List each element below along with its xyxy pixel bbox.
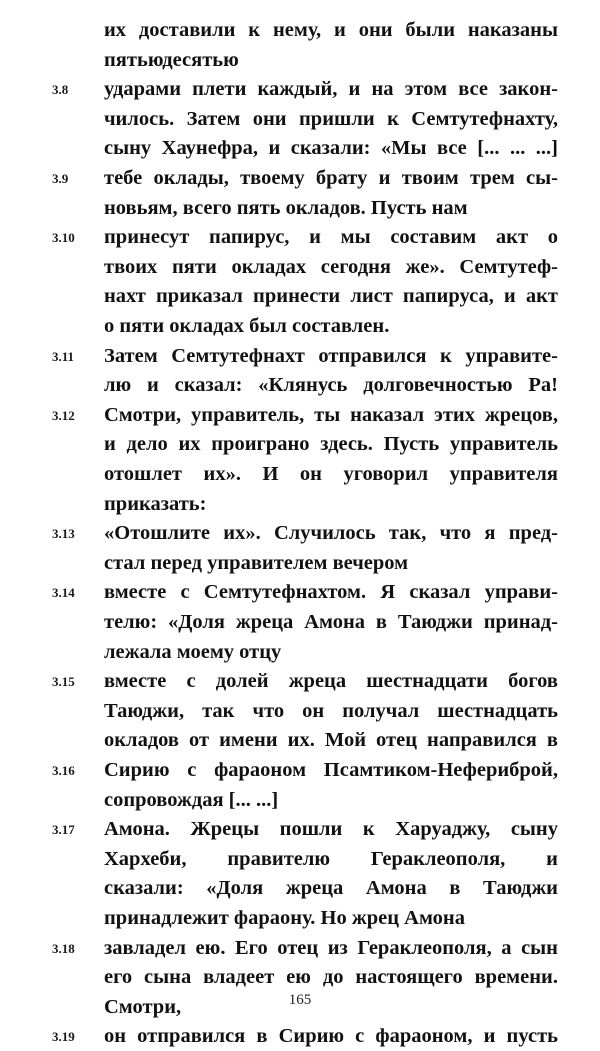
text-line [0, 253, 600, 282]
line-text: о пяти окладах был составлен. [104, 315, 390, 337]
line-number: 3.8 [52, 82, 69, 98]
text-line [0, 134, 600, 163]
text-line [0, 312, 600, 341]
line-text: Затем Семтутефнахт отправился к управите- [104, 344, 558, 367]
line-number: 3.14 [52, 585, 75, 601]
text-line [0, 904, 600, 933]
text-line [0, 934, 600, 963]
line-text: Хархеби, правителю Гераклеополя, и [104, 847, 558, 870]
line-text: нахт приказал принести лист папируса, и акт [104, 285, 558, 308]
line-text: он отправился в Сирию с фараоном, и пусть [104, 1025, 558, 1048]
line-text: чилось. Затем они пришли к Семтутефнахту, [104, 107, 558, 130]
line-text: лежала моему отцу [104, 640, 282, 663]
line-text: Сирию с фараоном Псамтиком-Нефериброй, [104, 759, 558, 781]
line-text: принесут папирус, и мы составим акт о [104, 226, 558, 249]
text-line [0, 75, 600, 104]
text-line [0, 342, 600, 371]
text-line [0, 756, 600, 785]
line-text: новьям, всего пять окладов. Пусть нам [104, 196, 468, 219]
line-text: тебе оклады, твоему брату и твоим трем сы- [104, 167, 558, 189]
text-line [0, 1022, 600, 1051]
text-line [0, 519, 600, 548]
line-text: Таюджи, так что он получал шестнадцать [104, 699, 558, 722]
text-line [0, 786, 600, 815]
line-text: сопровождая [... ...] [104, 788, 279, 811]
line-text: приказать: [104, 492, 207, 515]
line-number: 3.18 [52, 940, 75, 956]
text-line [0, 371, 600, 400]
line-number: 3.15 [52, 674, 75, 690]
text-line [0, 815, 600, 844]
text-line [0, 16, 600, 45]
line-text: вместе с Семтутефнахтом. Я сказал управи- [104, 581, 558, 604]
text-line [0, 608, 600, 637]
line-text: «Отошлите их». Случилось так, что я пред- [104, 522, 558, 545]
text-line [0, 726, 600, 755]
line-text: сыну Хаунефра, и сказали: «Мы все [... ... ...] [104, 137, 558, 160]
line-number: 3.17 [52, 822, 75, 838]
page-number: 165 [288, 992, 312, 1008]
line-text: ударами плети каждый, и на этом все закон- [104, 78, 558, 101]
line-text: его сына владеет ею до настоящего времени. [104, 966, 558, 989]
text-line [0, 282, 600, 311]
line-number: 3.12 [52, 407, 75, 423]
text-line [0, 460, 600, 489]
line-text: окладов от имени их. Мой отец направился в [104, 729, 558, 752]
line-number: 3.16 [52, 763, 75, 778]
text-line [0, 430, 600, 459]
text-line [0, 667, 600, 696]
text-line [0, 164, 600, 193]
text-line [0, 194, 600, 223]
text-line [0, 963, 600, 992]
line-text: принадлежит фараону. Но жрец Амона [104, 907, 465, 929]
line-text: их доставили к нему, и они были наказаны [104, 19, 558, 41]
text-line [0, 697, 600, 726]
line-text: сказали: «Доля жреца Амона в Таюджи [104, 877, 558, 900]
text-line [0, 578, 600, 607]
line-number: 3.19 [52, 1029, 75, 1045]
line-text: вместе с долей жреца шестнадцати богов [104, 670, 558, 693]
text-line [0, 490, 600, 519]
line-number: 3.10 [52, 230, 75, 246]
line-text: твоих пяти окладах сегодня же». Семтутеф- [104, 255, 558, 278]
text-line [0, 874, 600, 903]
text-line [0, 845, 600, 874]
line-text: отошлет их». И он уговорил управителя [104, 463, 558, 485]
line-text: завладел ею. Его отец из Гераклеополя, а сын [104, 936, 558, 959]
text-line [0, 549, 600, 578]
line-text: пятьюдесятью [104, 48, 239, 71]
line-text: Смотри, [104, 995, 182, 1018]
line-number: 3.11 [52, 348, 75, 364]
line-text: Смотри, управитель, ты наказал этих жрецов, [104, 403, 558, 426]
line-text: Амона. Жрецы пошли к Харуаджу, сыну [104, 818, 558, 841]
line-number: 3.9 [52, 171, 69, 186]
line-text: лю и сказал: «Клянусь долговечностью Ра! [104, 374, 558, 397]
text-line [0, 638, 600, 667]
line-text: телю: «Доля жреца Амона в Таюджи принад- [104, 611, 558, 633]
text-line [0, 401, 600, 430]
line-number: 3.13 [52, 526, 75, 542]
line-text: стал перед управителем вечером [104, 551, 409, 574]
line-text: и дело их проиграно здесь. Пусть управитель [104, 433, 558, 456]
text-line [0, 46, 600, 75]
text-line [0, 223, 600, 252]
text-line [0, 105, 600, 134]
